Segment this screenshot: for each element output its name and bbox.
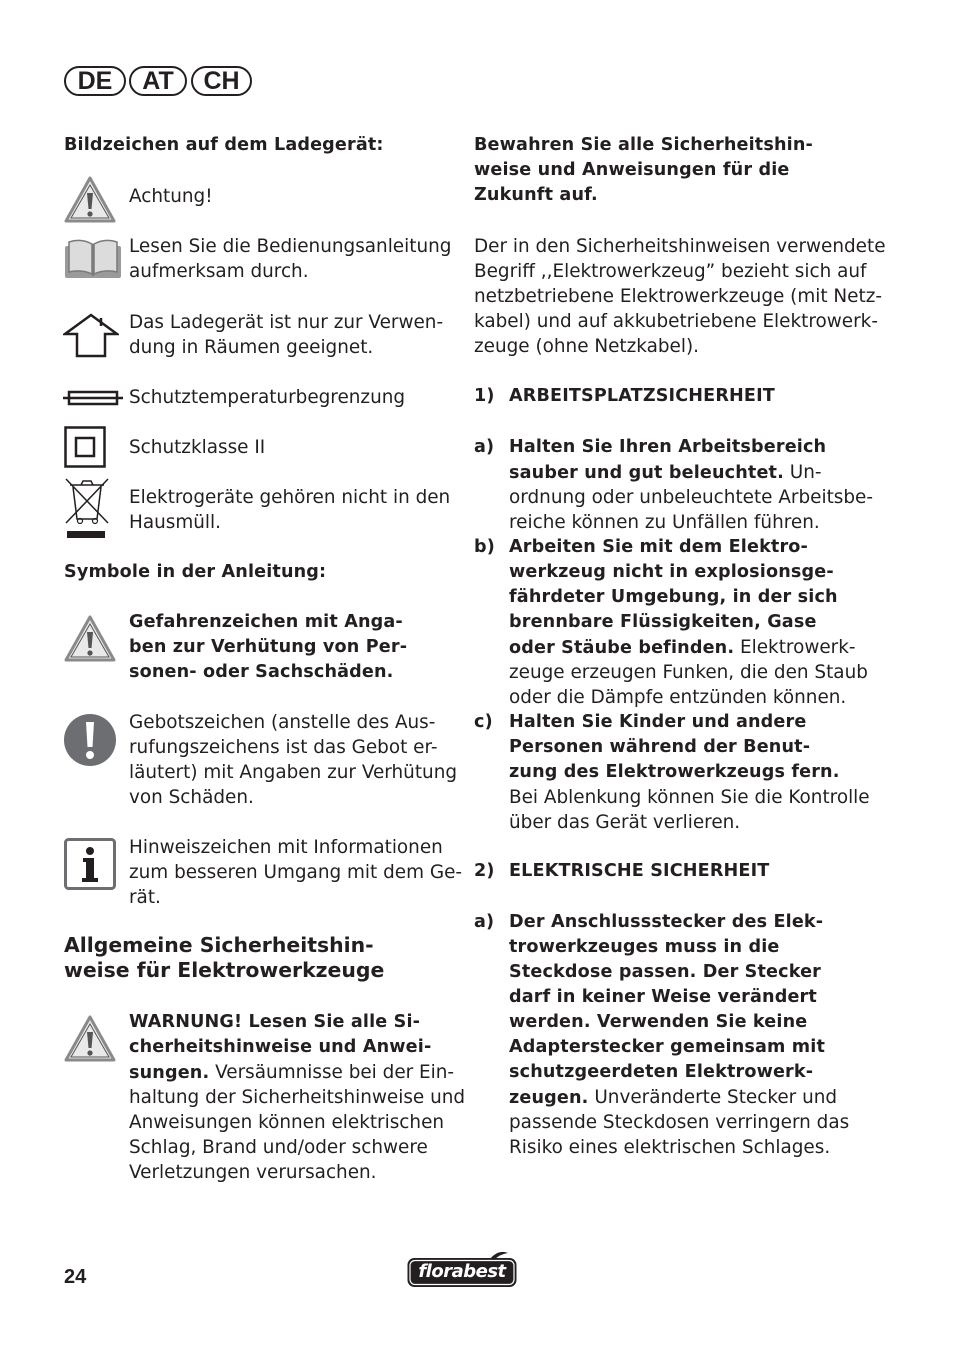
warning-bold-line3: sungen. [129, 1063, 210, 1083]
indoor-house-icon [63, 312, 119, 358]
sym-caution-text: Achtung! [129, 186, 213, 207]
a2-bold-line3: Steckdose passen. Der Stecker [509, 962, 821, 982]
heading-charger-symbols: Bildzeichen auf dem Ladegerät: [64, 135, 384, 155]
warning-line3 [129, 1060, 454, 1086]
danger-line1: Gefahrenzeichen mit Anga- [129, 612, 403, 632]
info-icon [64, 838, 116, 890]
sym-indoor-line1: Das Ladegerät ist nur zur Verwen- [129, 312, 444, 333]
item-a1-label: a) [474, 437, 495, 457]
lang-badge-at: AT [129, 66, 187, 96]
a2-rest-line3: Risiko eines elektrischen Schlages. [509, 1137, 831, 1158]
section-title-line2: weise für Elektrowerkzeuge [64, 958, 385, 982]
thermal-fuse-icon [63, 390, 123, 406]
keep-line1: Bewahren Sie alle Sicherheitshin- [474, 135, 813, 155]
mandatory-line1: Gebotszeichen (anstelle des Aus- [129, 712, 436, 733]
c1-rest-line1: Bei Ablenkung können Sie die Kontrolle [509, 787, 870, 808]
a2-bold-line4: darf in keiner Weise verändert [509, 987, 817, 1007]
danger-line2: ben zur Verhütung von Per- [129, 637, 408, 657]
section1-number: 1) [474, 386, 495, 406]
intro-line4: kabel) und auf akkubetriebene Elektrowerk- [474, 311, 878, 332]
lang-badge-de: DE [64, 66, 126, 96]
a2-bold-line6: Adapterstecker gemeinsam mit [509, 1037, 826, 1057]
b1-bold-line1: Arbeiten Sie mit dem Elektro- [509, 537, 808, 557]
keep-line2: weise und Anweisungen für die [474, 160, 790, 180]
item-b1-label: b) [474, 537, 495, 557]
warning-triangle-icon [63, 175, 117, 225]
intro-line2: Begriff ,,Elektrowerkzeug” bezieht sich auf [474, 261, 867, 282]
b1-rest-line2: zeuge erzeugen Funken, die den Staub [509, 662, 868, 683]
sym-weee-line1: Elektrogeräte gehören nicht in den [129, 487, 451, 508]
a2-rest-line2: passende Steckdosen verringern das [509, 1112, 850, 1133]
b1-rest-line1: Elektrowerk- [734, 637, 856, 658]
a1-bold-line2: sauber und gut beleuchtet. [509, 463, 784, 483]
a2-rest-line1: Unveränderte Stecker und [588, 1087, 838, 1108]
warning-rest-line4: Schlag, Brand und/oder schwere [129, 1137, 428, 1158]
warning-bold-line2: cherheitshinweise und Anwei- [129, 1037, 432, 1057]
c1-bold-line1: Halten Sie Kinder und andere [509, 712, 807, 732]
a2-bold-line8: zeugen. [509, 1088, 589, 1108]
page-number: 24 [64, 1266, 87, 1288]
warning-rest-line2: haltung der Sicherheitshinweise und [129, 1087, 466, 1108]
mandatory-line4: von Schäden. [129, 787, 254, 808]
a2-bold-line5: werden. Verwenden Sie keine [509, 1012, 808, 1032]
intro-line5: zeuge (ohne Netzkabel). [474, 336, 700, 357]
section1-title: ARBEITSPLATZSICHERHEIT [509, 386, 775, 406]
b1-rest-line3: oder die Dämpfe entzünden können. [509, 687, 847, 708]
c1-bold-line3: zung des Elektrowerkzeugs fern. [509, 762, 840, 782]
b1-line5 [509, 635, 856, 661]
a2-line8 [509, 1085, 837, 1111]
sym-manual-line2: aufmerksam durch. [129, 261, 309, 282]
section-title-line1: Allgemeine Sicherheitshin- [64, 933, 374, 957]
section2-title: ELEKTRISCHE SICHERHEIT [509, 861, 770, 881]
manual-book-icon [63, 236, 123, 280]
a2-bold-line7: schutzgeerdeten Elektrowerk- [509, 1062, 814, 1082]
heading-manual-symbols: Symbole in der Anleitung: [64, 562, 327, 582]
warning-rest-line1: Versäumnisse bei der Ein- [209, 1062, 455, 1083]
a2-bold-line2: trowerkzeuges muss in die [509, 937, 780, 957]
brand-logo [406, 1250, 518, 1290]
c1-bold-line2: Personen während der Benut- [509, 737, 811, 757]
mandatory-sign-icon [63, 713, 117, 767]
item-c1-label: c) [474, 712, 493, 732]
mandatory-line3: läutert) mit Angaben zur Verhütung [129, 762, 458, 783]
a1-rest-line1: Un- [783, 462, 822, 483]
sym-weee-line2: Hausmüll. [129, 512, 221, 533]
a1-rest-line3: reiche können zu Unfällen führen. [509, 512, 820, 533]
info-line3: rät. [129, 887, 161, 908]
crossed-bin-icon [64, 477, 110, 541]
warning-rest-line3: Anweisungen können elektrischen [129, 1112, 445, 1133]
keep-line3: Zukunft auf. [474, 185, 598, 205]
a1-bold-line1: Halten Sie Ihren Arbeitsbereich [509, 437, 827, 457]
b1-bold-line3: fährdeter Umgebung, in der sich [509, 587, 838, 607]
brand-logo-text: florabest [418, 1261, 506, 1282]
mandatory-line2: rufungszeichens ist das Gebot er- [129, 737, 438, 758]
intro-line3: netzbetriebene Elektrowerkzeuge (mit Netz- [474, 286, 882, 307]
warning-rest-line5: Verletzungen verursachen. [129, 1162, 377, 1183]
intro-line1: Der in den Sicherheitshinweisen verwendete [474, 236, 886, 257]
info-line2: zum besseren Umgang mit dem Ge- [129, 862, 463, 883]
a1-line2 [509, 460, 822, 486]
item-a2-label: a) [474, 912, 495, 932]
sym-thermal-text: Schutztemperaturbegrenzung [129, 387, 406, 408]
sym-manual-line1: Lesen Sie die Bedienungsanleitung [129, 236, 452, 257]
b1-bold-line4: brennbare Flüssigkeiten, Gase [509, 612, 817, 632]
b1-bold-line5: oder Stäube befinden. [509, 638, 735, 658]
info-line1: Hinweiszeichen mit Informationen [129, 837, 443, 858]
protection-class-ii-icon [64, 426, 106, 468]
lang-badge-ch: CH [191, 66, 252, 96]
b1-bold-line2: werkzeug nicht in explosionsge- [509, 562, 834, 582]
c1-rest-line2: über das Gerät verlieren. [509, 812, 741, 833]
warning-triangle-icon [63, 1014, 117, 1064]
warning-bold-line1: WARNUNG! Lesen Sie alle Si- [129, 1012, 421, 1032]
warning-triangle-icon [63, 614, 117, 664]
danger-line3: sonen- oder Sachschäden. [129, 662, 394, 682]
a2-bold-line1: Der Anschlussstecker des Elek- [509, 912, 824, 932]
section2-number: 2) [474, 861, 495, 881]
sym-class-ii-text: Schutzklasse II [129, 437, 266, 458]
a1-rest-line2: ordnung oder unbeleuchtete Arbeitsbe- [509, 487, 873, 508]
sym-indoor-line2: dung in Räumen geeignet. [129, 337, 374, 358]
